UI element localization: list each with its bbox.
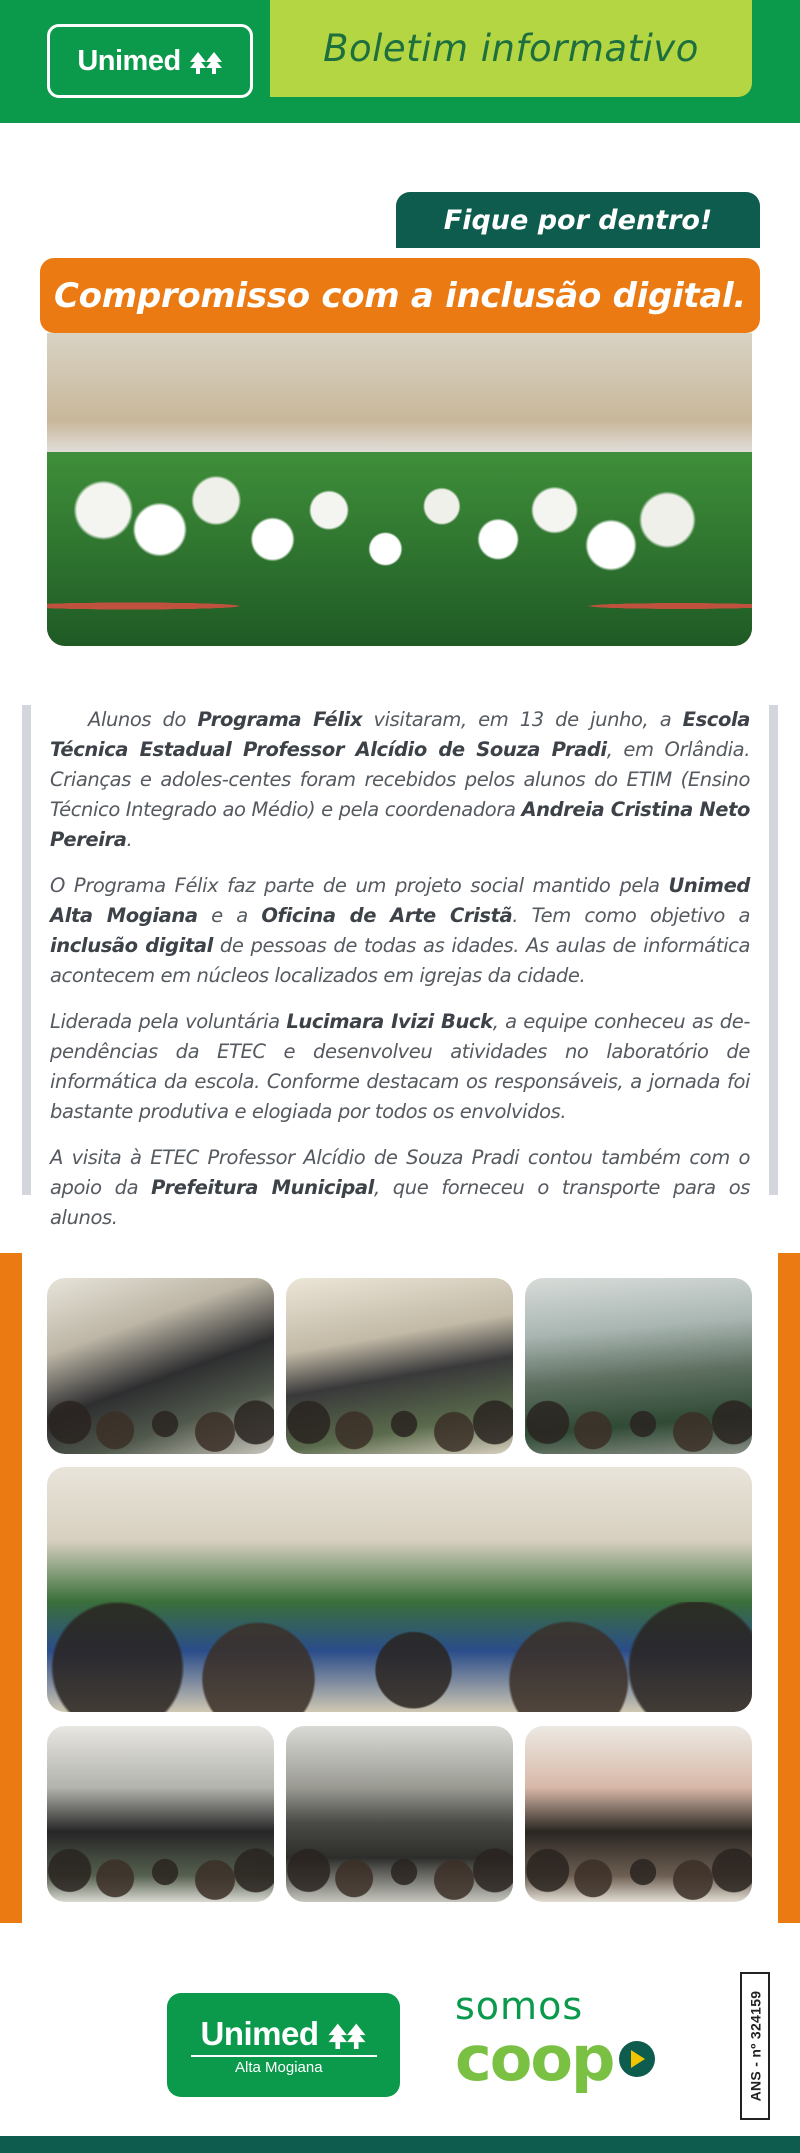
text-run: e a [197, 904, 262, 927]
text-run: Alunos do [88, 708, 198, 731]
gallery-photo-7 [525, 1726, 752, 1902]
unimed-trees-icon [189, 48, 223, 74]
article-paragraph-3 [50, 1007, 750, 1127]
text-run: de pessoas de todas as idades. As aulas de informática acontecem em núcleos localizados em igrejas da cidade. [50, 934, 750, 987]
ans-registration [740, 1972, 770, 2120]
photo-tables [47, 586, 752, 626]
page-title: Boletim informativo [323, 27, 699, 70]
header-banner [0, 0, 800, 123]
section-tag: Fique por dentro! [396, 192, 760, 248]
unimed-trees-icon [327, 2019, 367, 2049]
logo-text: Unimed [77, 44, 181, 77]
gallery-photo-5 [47, 1726, 274, 1902]
bold-phrase: Unimed Alta Mogiana [50, 874, 750, 927]
text-run: visitaram, em 13 de junho, a [362, 708, 683, 731]
bold-phrase: Lucimara Ivizi Buck [286, 1010, 493, 1033]
logo-divider [191, 2055, 377, 2057]
gallery-photo-6 [286, 1726, 513, 1902]
ans-text: ANS - nº 324159 [747, 1990, 763, 2102]
text-run: , em Orlândia. Crianças e adoles-centes foram recebidos pelos alunos do ETIM (Ensino Técnico Integrado ao Médio) e pela coordenadora [50, 738, 750, 821]
gallery-photo-3 [525, 1278, 752, 1454]
unimed-alta-mogiana-logo[interactable] [167, 1993, 400, 2097]
arrow-right-icon [619, 2041, 655, 2077]
unimed-logo[interactable] [47, 24, 253, 98]
text-run: A visita à ETEC Professor Alcídio de Souza Pradi contou também com o apoio da [50, 1146, 750, 1199]
bold-phrase: Prefeitura Municipal [151, 1176, 374, 1199]
text-run: . Tem como objetivo a [512, 904, 751, 927]
header-title-box [270, 0, 752, 97]
bold-phrase: Programa Félix [197, 708, 363, 731]
coop-text: coop [455, 2022, 614, 2095]
headline: Compromisso com a inclusão digital. [40, 258, 760, 333]
footer-logo-text: Unimed [200, 2014, 319, 2052]
bottom-bar [0, 2136, 800, 2153]
gallery-photo-4 [47, 1467, 752, 1712]
main-group-photo [47, 333, 752, 646]
bold-phrase: Escola Técnica Estadual Professor Alcídio de Souza Pradi [50, 708, 750, 761]
text-run: . [126, 828, 133, 851]
text-run: O Programa Félix faz parte de um projeto social mantido pela [50, 874, 669, 897]
gallery-photo-2 [286, 1278, 513, 1454]
bold-phrase: inclusão digital [50, 934, 213, 957]
bold-phrase: Oficina de Arte Cristã [261, 904, 513, 927]
footer-logo-sub: Alta Mogiana [235, 2058, 323, 2076]
article-paragraph-4 [50, 1143, 750, 1233]
article-paragraph-1 [50, 705, 750, 855]
text-run: , que forneceu o transporte para os alunos. [50, 1176, 751, 1229]
bold-phrase: Andreia Cristina Neto Pereira [50, 798, 751, 851]
gallery-photo-1 [47, 1278, 274, 1454]
text-run: , a equipe conheceu as de-pendências da ETEC e desenvolveu atividades no laboratório de informática da escola. Conforme destacam os responsáveis, a jornada foi bastante produtiva e elogiada por todos os envolvidos. [50, 1010, 751, 1123]
article-paragraph-2 [50, 871, 750, 991]
somos-coop-logo[interactable] [455, 1985, 675, 2105]
text-run: Liderada pela voluntária [50, 1010, 287, 1033]
gallery-accent-right [778, 1253, 800, 1923]
gallery-accent-left [0, 1253, 22, 1923]
somos-text: somos [455, 1984, 584, 2028]
article-body [22, 705, 778, 1229]
